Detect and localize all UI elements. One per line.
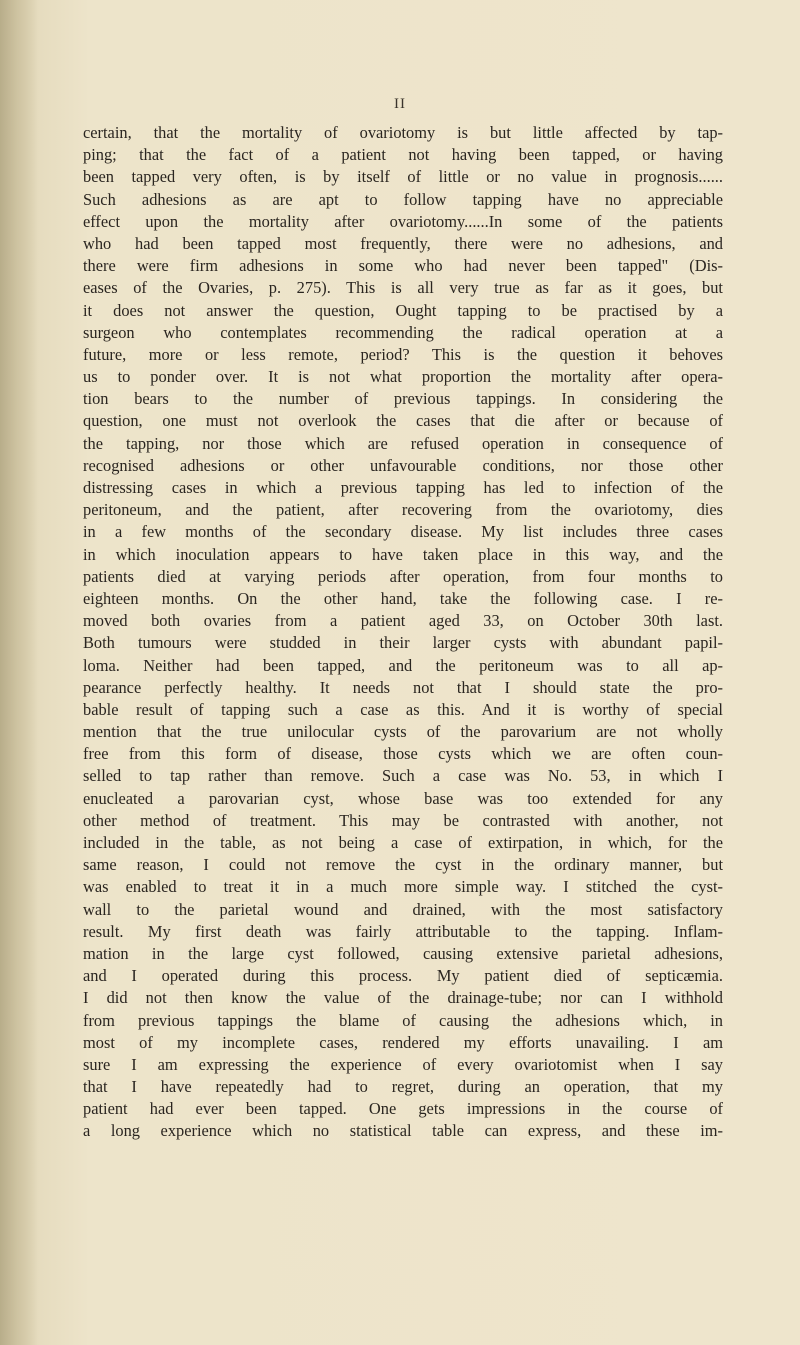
text-line: loma. Neither had been tapped, and the peritoneum was to all ap-: [83, 655, 723, 675]
text-line: that I have repeatedly had to regret, during an operation, that my: [83, 1077, 723, 1097]
text-line: included in the table, as not being a case of extirpation, in which, for the: [83, 833, 723, 852]
text-line: a long experience which no statistical table can express, and these im-: [83, 1121, 723, 1141]
text-line: us to ponder over. It is not what proportion the mortality after opera-: [83, 367, 723, 387]
text-line: eighteen months. On the other hand, take the following case. I re-: [83, 588, 723, 608]
text-line: most of my incomplete cases, rendered my efforts unavailing. I am: [83, 1032, 723, 1052]
text-line: same reason, I could not remove the cyst in the ordinary manner, but: [83, 855, 723, 875]
text-line: recognised adhesions or other unfavourable conditions, nor those other: [83, 455, 723, 475]
text-line: in which inoculation appears to have taken place in this way, and the: [83, 544, 723, 564]
text-line: result. My first death was fairly attributable to the tapping. Inflam-: [83, 921, 723, 941]
text-line: bable result of tapping such a case as this. And it is worthy of special: [83, 699, 723, 719]
text-line: ping; that the fact of a patient not having been tapped, or having: [83, 145, 723, 165]
text-line: sure I am expressing the experience of every ovariotomist when I say: [83, 1054, 723, 1074]
text-line: was enabled to treat it in a much more simple way. I stitched the cyst-: [83, 877, 723, 897]
text-line: eases of the Ovaries, p. 275). This is all very true as far as it goes, but: [83, 278, 723, 298]
text-line: I did not then know the value of the drainage-tube; nor can I withhold: [83, 988, 723, 1008]
text-line: question, one must not overlook the cases that die after or because of: [83, 411, 723, 431]
text-line: pearance perfectly healthy. It needs not that I should state the pro-: [83, 677, 723, 697]
text-line: from previous tappings the blame of causing the adhesions which, in: [83, 1010, 723, 1030]
text-line: Both tumours were studded in their larger cysts with abundant papil-: [83, 633, 723, 653]
text-line: other method of treatment. This may be contrasted with another, not: [83, 810, 723, 830]
text-line: mention that the true unilocular cysts of the parovarium are not wholly: [83, 722, 723, 742]
text-line: selled to tap rather than remove. Such a case was No. 53, in which I: [83, 766, 723, 786]
text-line: there were firm adhesions in some who had never been tapped" (Dis-: [83, 256, 723, 276]
text-line: future, more or less remote, period? This is the question it behoves: [83, 344, 723, 364]
text-line: it does not answer the question, Ought tapping to be practised by a: [83, 300, 723, 320]
text-line: patients died at varying periods after operation, from four months to: [83, 566, 723, 586]
text-line: Such adhesions as are apt to follow tapping have no appreciable: [83, 189, 723, 209]
text-line: in a few months of the secondary disease. My list includes three cases: [83, 522, 723, 542]
text-line: the tapping, nor those which are refused operation in consequence of: [83, 433, 723, 453]
text-line: moved both ovaries from a patient aged 33, on October 30th last.: [83, 611, 723, 631]
text-line: and I operated during this process. My patient died of septicæmia.: [83, 966, 723, 986]
text-line: distressing cases in which a previous tapping has led to infection of the: [83, 478, 723, 497]
body-text: [83, 122, 723, 1143]
page-binding-shadow: [0, 0, 38, 1345]
text-line: patient had ever been tapped. One gets impressions in the course of: [83, 1099, 723, 1119]
text-line: free from this form of disease, those cysts which we are often coun-: [83, 744, 723, 764]
page-number: II: [394, 96, 406, 112]
text-line: certain, that the mortality of ovariotomy is but little affected by tap-: [83, 123, 723, 142]
text-line: enucleated a parovarian cyst, whose base was too extended for any: [83, 788, 723, 808]
text-line: been tapped very often, is by itself of little or no value in prognosis......: [83, 167, 723, 187]
text-line: wall to the parietal wound and drained, with the most satisfactory: [83, 899, 723, 919]
text-line: surgeon who contemplates recommending the radical operation at a: [83, 322, 723, 342]
text-line: tion bears to the number of previous tappings. In considering the: [83, 389, 723, 409]
text-line: effect upon the mortality after ovariotomy......In some of the patients: [83, 211, 723, 231]
text-line: mation in the large cyst followed, causing extensive parietal adhesions,: [83, 943, 723, 963]
text-line: who had been tapped most frequently, there were no adhesions, and: [83, 233, 723, 253]
text-line: peritoneum, and the patient, after recovering from the ovariotomy, dies: [83, 500, 723, 520]
